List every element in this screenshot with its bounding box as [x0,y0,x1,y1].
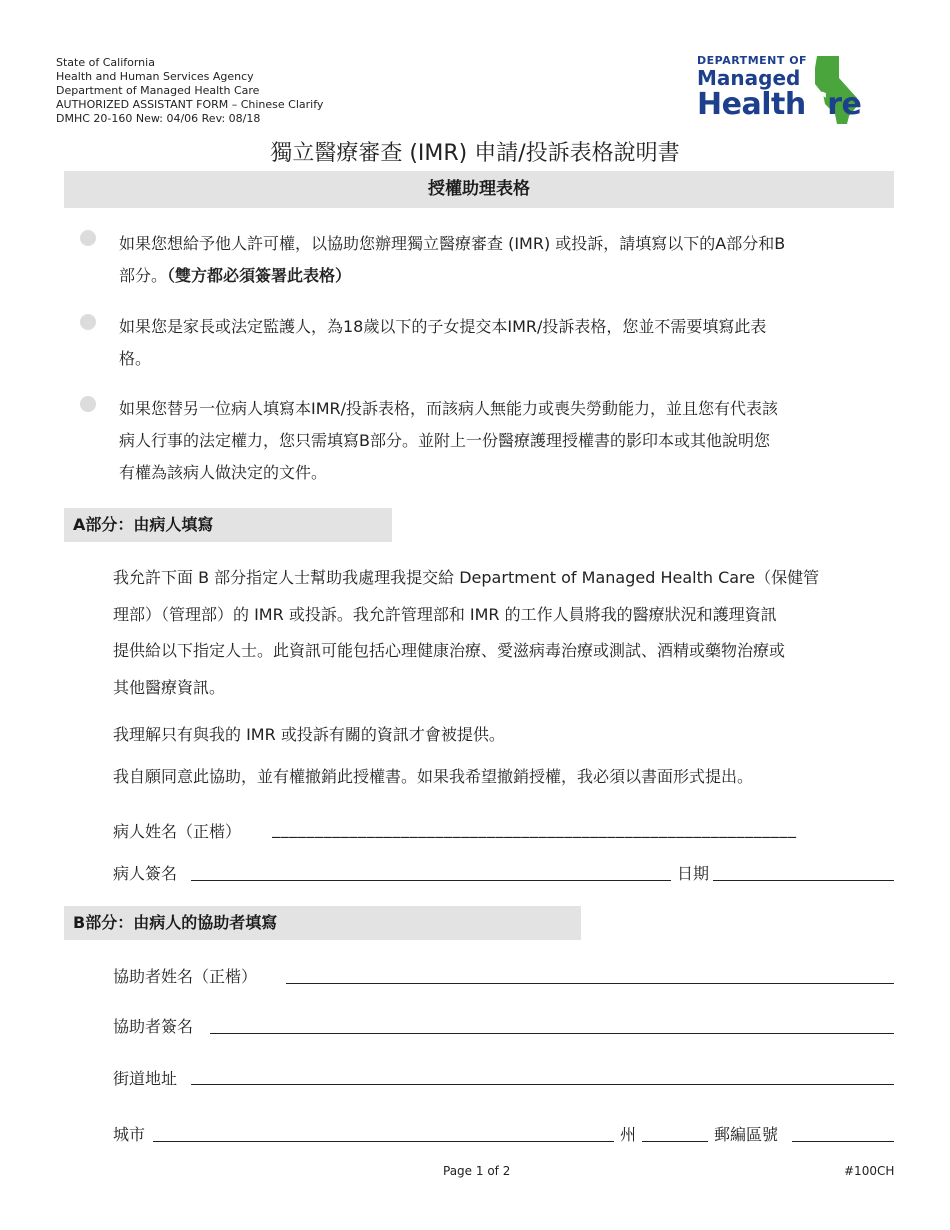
street-address-field[interactable] [191,1084,894,1085]
section-a-statement-2: 我自願同意此協助，並有權撤銷此授權書。如果我希望撤銷授權，我必須以書面形式提出。 [113,767,754,786]
logo-managed: Managed [697,66,801,90]
section-a-consent-paragraph: 我允許下面 B 部分指定人士幫助我處理我提交給 Department of Managed Health Care（保健管 理部）（管理部）的 IMR 或投訴。我允許管理部和 IMR 的工作人員將我的醫療狀況和護理資訊 提供給以下指定人士。此資訊可能包括心理健康治療、愛滋病毒治療或測試、酒精或藥物治療或 其他醫療資訊。 [113,568,820,697]
date-field[interactable] [713,880,894,881]
section-a-statement-1: 我理解只有與我的 IMR 或投訴有關的資訊才會被提供。 [113,725,505,744]
state-field[interactable] [642,1141,708,1142]
page-number: Page 1 of 2 [443,1164,511,1178]
instruction-bold-note: （雙方都必須簽署此表格） [167,266,352,285]
city-label: 城市 [113,1125,146,1144]
form-title: 獨立醫療審查 (IMR) 申請/投訴表格說明書 [270,141,680,166]
section-b-header: B部分：由病人的協助者填寫 [64,906,581,940]
assistant-name-label: 協助者姓名（正楷） [113,967,258,986]
instruction-item-2: 如果您是家長或法定監護人，為18歲以下的子女提交本IMR/投訴表格，您並不需要填寫此表 格。 [119,317,767,368]
header-line-state: State of California [56,56,155,69]
section-a-header: A部分：由病人填寫 [64,508,392,542]
form-code: #100CH [844,1164,895,1178]
header-line-form-code: DMHC 20-160 New: 04/06 Rev: 08/18 [56,112,261,125]
patient-signature-label: 病人簽名 [113,864,178,883]
patient-name-label: 病人姓名（正楷） [113,822,242,841]
bullet-icon [80,230,96,246]
bullet-icon [80,314,96,330]
assistant-signature-field[interactable] [210,1033,894,1034]
assistant-signature-label: 協助者簽名 [113,1017,194,1036]
city-field[interactable] [153,1141,614,1142]
bullet-icon [80,396,96,412]
agency-header [56,56,323,126]
header-line-agency: Health and Human Services Agency [56,70,254,83]
logo-department-of: DEPARTMENT OF [697,54,808,67]
assistant-name-field[interactable] [286,983,894,984]
zip-code-field[interactable] [792,1141,894,1142]
logo-health-care: HealthCre [697,87,862,122]
header-line-form-name: AUTHORIZED ASSISTANT FORM – Chinese Clarify [56,98,324,111]
instruction-item-3: 如果您替另一位病人填寫本IMR/投訴表格，而該病人無能力或喪失勞動能力，並且您有代表該 病人行事的法定權力，您只需填寫B部分。並附上一份醫療護理授權書的影印本或其他說明您 有權為該病人做決定的文件。 [119,399,779,482]
instruction-item-1: 如果您想給予他人許可權，以協助您辦理獨立醫療審查 (IMR) 或投訴，請填寫以下的A部分和B 部分。（雙方都必須簽署此表格） [119,234,786,285]
date-label: 日期 [677,864,710,883]
zip-code-label: 郵編區號 [714,1125,779,1144]
header-line-department: Department of Managed Health Care [56,84,260,97]
state-label: 州 [620,1125,637,1144]
patient-name-field[interactable]: _____________________________________________________________ [272,819,797,838]
patient-signature-field[interactable] [191,880,671,881]
dmhc-logo [697,54,897,128]
street-address-label: 街道地址 [113,1069,178,1088]
form-subtitle: 授權助理表格 [64,171,894,208]
